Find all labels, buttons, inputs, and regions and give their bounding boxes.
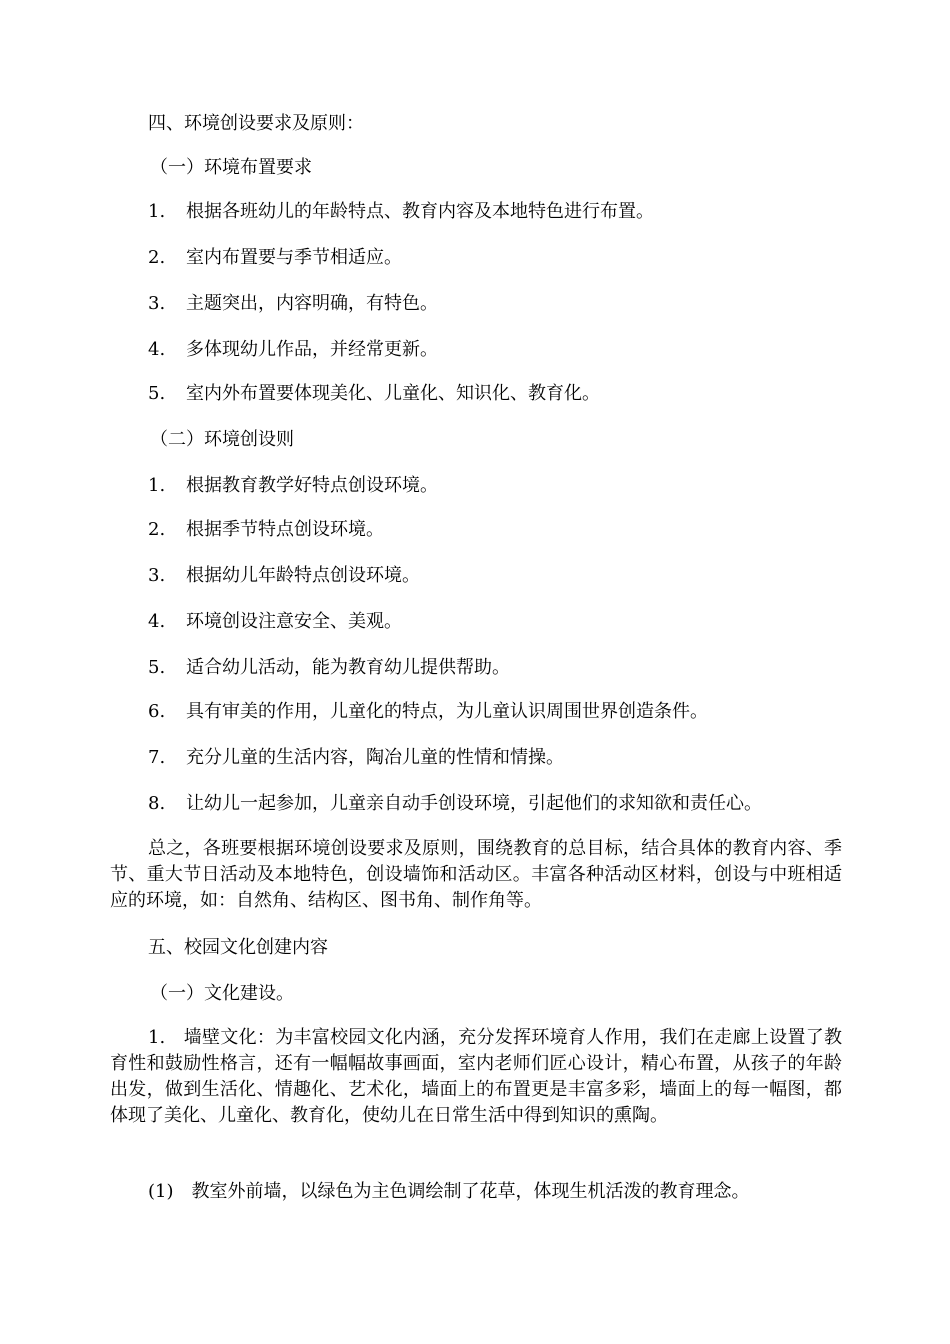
list-item-text: 主题突出，内容明确，有特色。 bbox=[186, 293, 438, 314]
list-item bbox=[148, 792, 888, 816]
section-5-sub-1-title: （一）文化建设。 bbox=[150, 983, 294, 1004]
wall-culture-item-1: (1) 教室外前墙，以绿色为主色调绘制了花草，体现生机活泼的教育理念。 bbox=[148, 1181, 750, 1202]
list-item-number: 8. bbox=[148, 793, 166, 814]
list-item-text: 室内外布置要体现美化、儿童化、知识化、教育化。 bbox=[186, 383, 600, 404]
list-item-number: 3. bbox=[148, 565, 166, 586]
list-item bbox=[148, 474, 888, 498]
list-item-number: 4. bbox=[148, 339, 166, 360]
section-4-sub-2-title: （二）环境创设则 bbox=[150, 429, 294, 450]
list-item bbox=[148, 292, 888, 316]
list-item-number: 6. bbox=[148, 701, 166, 722]
list-item-text: 多体现幼儿作品，并经常更新。 bbox=[186, 339, 438, 360]
list-item bbox=[148, 656, 888, 680]
list-item-number: 3. bbox=[148, 293, 166, 314]
list-item-text: 根据各班幼儿的年龄特点、教育内容及本地特色进行布置。 bbox=[186, 201, 654, 222]
list-item-text: 具有审美的作用，儿童化的特点，为儿童认识周围世界创造条件。 bbox=[186, 701, 708, 722]
list-item-text: 根据教育教学好特点创设环境。 bbox=[186, 475, 438, 496]
list-item bbox=[148, 382, 888, 406]
list-item bbox=[148, 246, 888, 270]
list-item-text: 环境创设注意安全、美观。 bbox=[186, 611, 402, 632]
list-item bbox=[148, 610, 888, 634]
list-item bbox=[148, 746, 888, 770]
list-item-number: 4. bbox=[148, 611, 166, 632]
list-item bbox=[148, 200, 888, 224]
list-item-text: 根据幼儿年龄特点创设环境。 bbox=[186, 565, 420, 586]
list-item-number: 5. bbox=[148, 383, 166, 404]
list-item bbox=[148, 338, 888, 362]
section-4-sub-1-title: （一）环境布置要求 bbox=[150, 157, 312, 178]
list-item-number: 2. bbox=[148, 519, 166, 540]
list-item-text: 充分儿童的生活内容，陶冶儿童的性情和情操。 bbox=[186, 747, 564, 768]
list-item bbox=[148, 700, 888, 724]
list-item-text: 让幼儿一起参加，儿童亲自动手创设环境，引起他们的求知欲和责任心。 bbox=[186, 793, 762, 814]
list-item-number: 1. bbox=[148, 201, 166, 222]
summary-paragraph: 总之，各班要根据环境创设要求及原则，围绕教育的总目标，结合具体的教育内容、季节、重大节日活动及本地特色，创设墙饰和活动区。丰富各种活动区材料，创设与中班相适应的环境，如：自然角、结构区、图书角、制作角等。 bbox=[110, 838, 842, 911]
list-item-text: 室内布置要与季节相适应。 bbox=[186, 247, 402, 268]
list-item bbox=[148, 518, 888, 542]
list-item-text: 适合幼儿活动，能为教育幼儿提供帮助。 bbox=[186, 657, 510, 678]
wall-culture-paragraph: 1. 墙壁文化：为丰富校园文化内涵，充分发挥环境育人作用，我们在走廊上设置了教育性和鼓励性格言，还有一幅幅故事画面，室内老师们匠心设计，精心布置，从孩子的年龄出发，做到生活化、情趣化、艺术化，墙面上的布置更是丰富多彩，墙面上的每一幅图，都体现了美化、儿童化、教育化，使幼儿在日常生活中得到知识的熏陶。 bbox=[110, 1027, 842, 1126]
list-item-text: 根据季节特点创设环境。 bbox=[186, 519, 384, 540]
list-item bbox=[148, 564, 888, 588]
list-item-number: 7. bbox=[148, 747, 166, 768]
section-5-heading: 五、校园文化创建内容 bbox=[148, 937, 328, 958]
list-item-number: 2. bbox=[148, 247, 166, 268]
section-4-heading: 四、环境创设要求及原则： bbox=[148, 113, 364, 134]
list-item-number: 5. bbox=[148, 657, 166, 678]
list-item-number: 1. bbox=[148, 475, 166, 496]
